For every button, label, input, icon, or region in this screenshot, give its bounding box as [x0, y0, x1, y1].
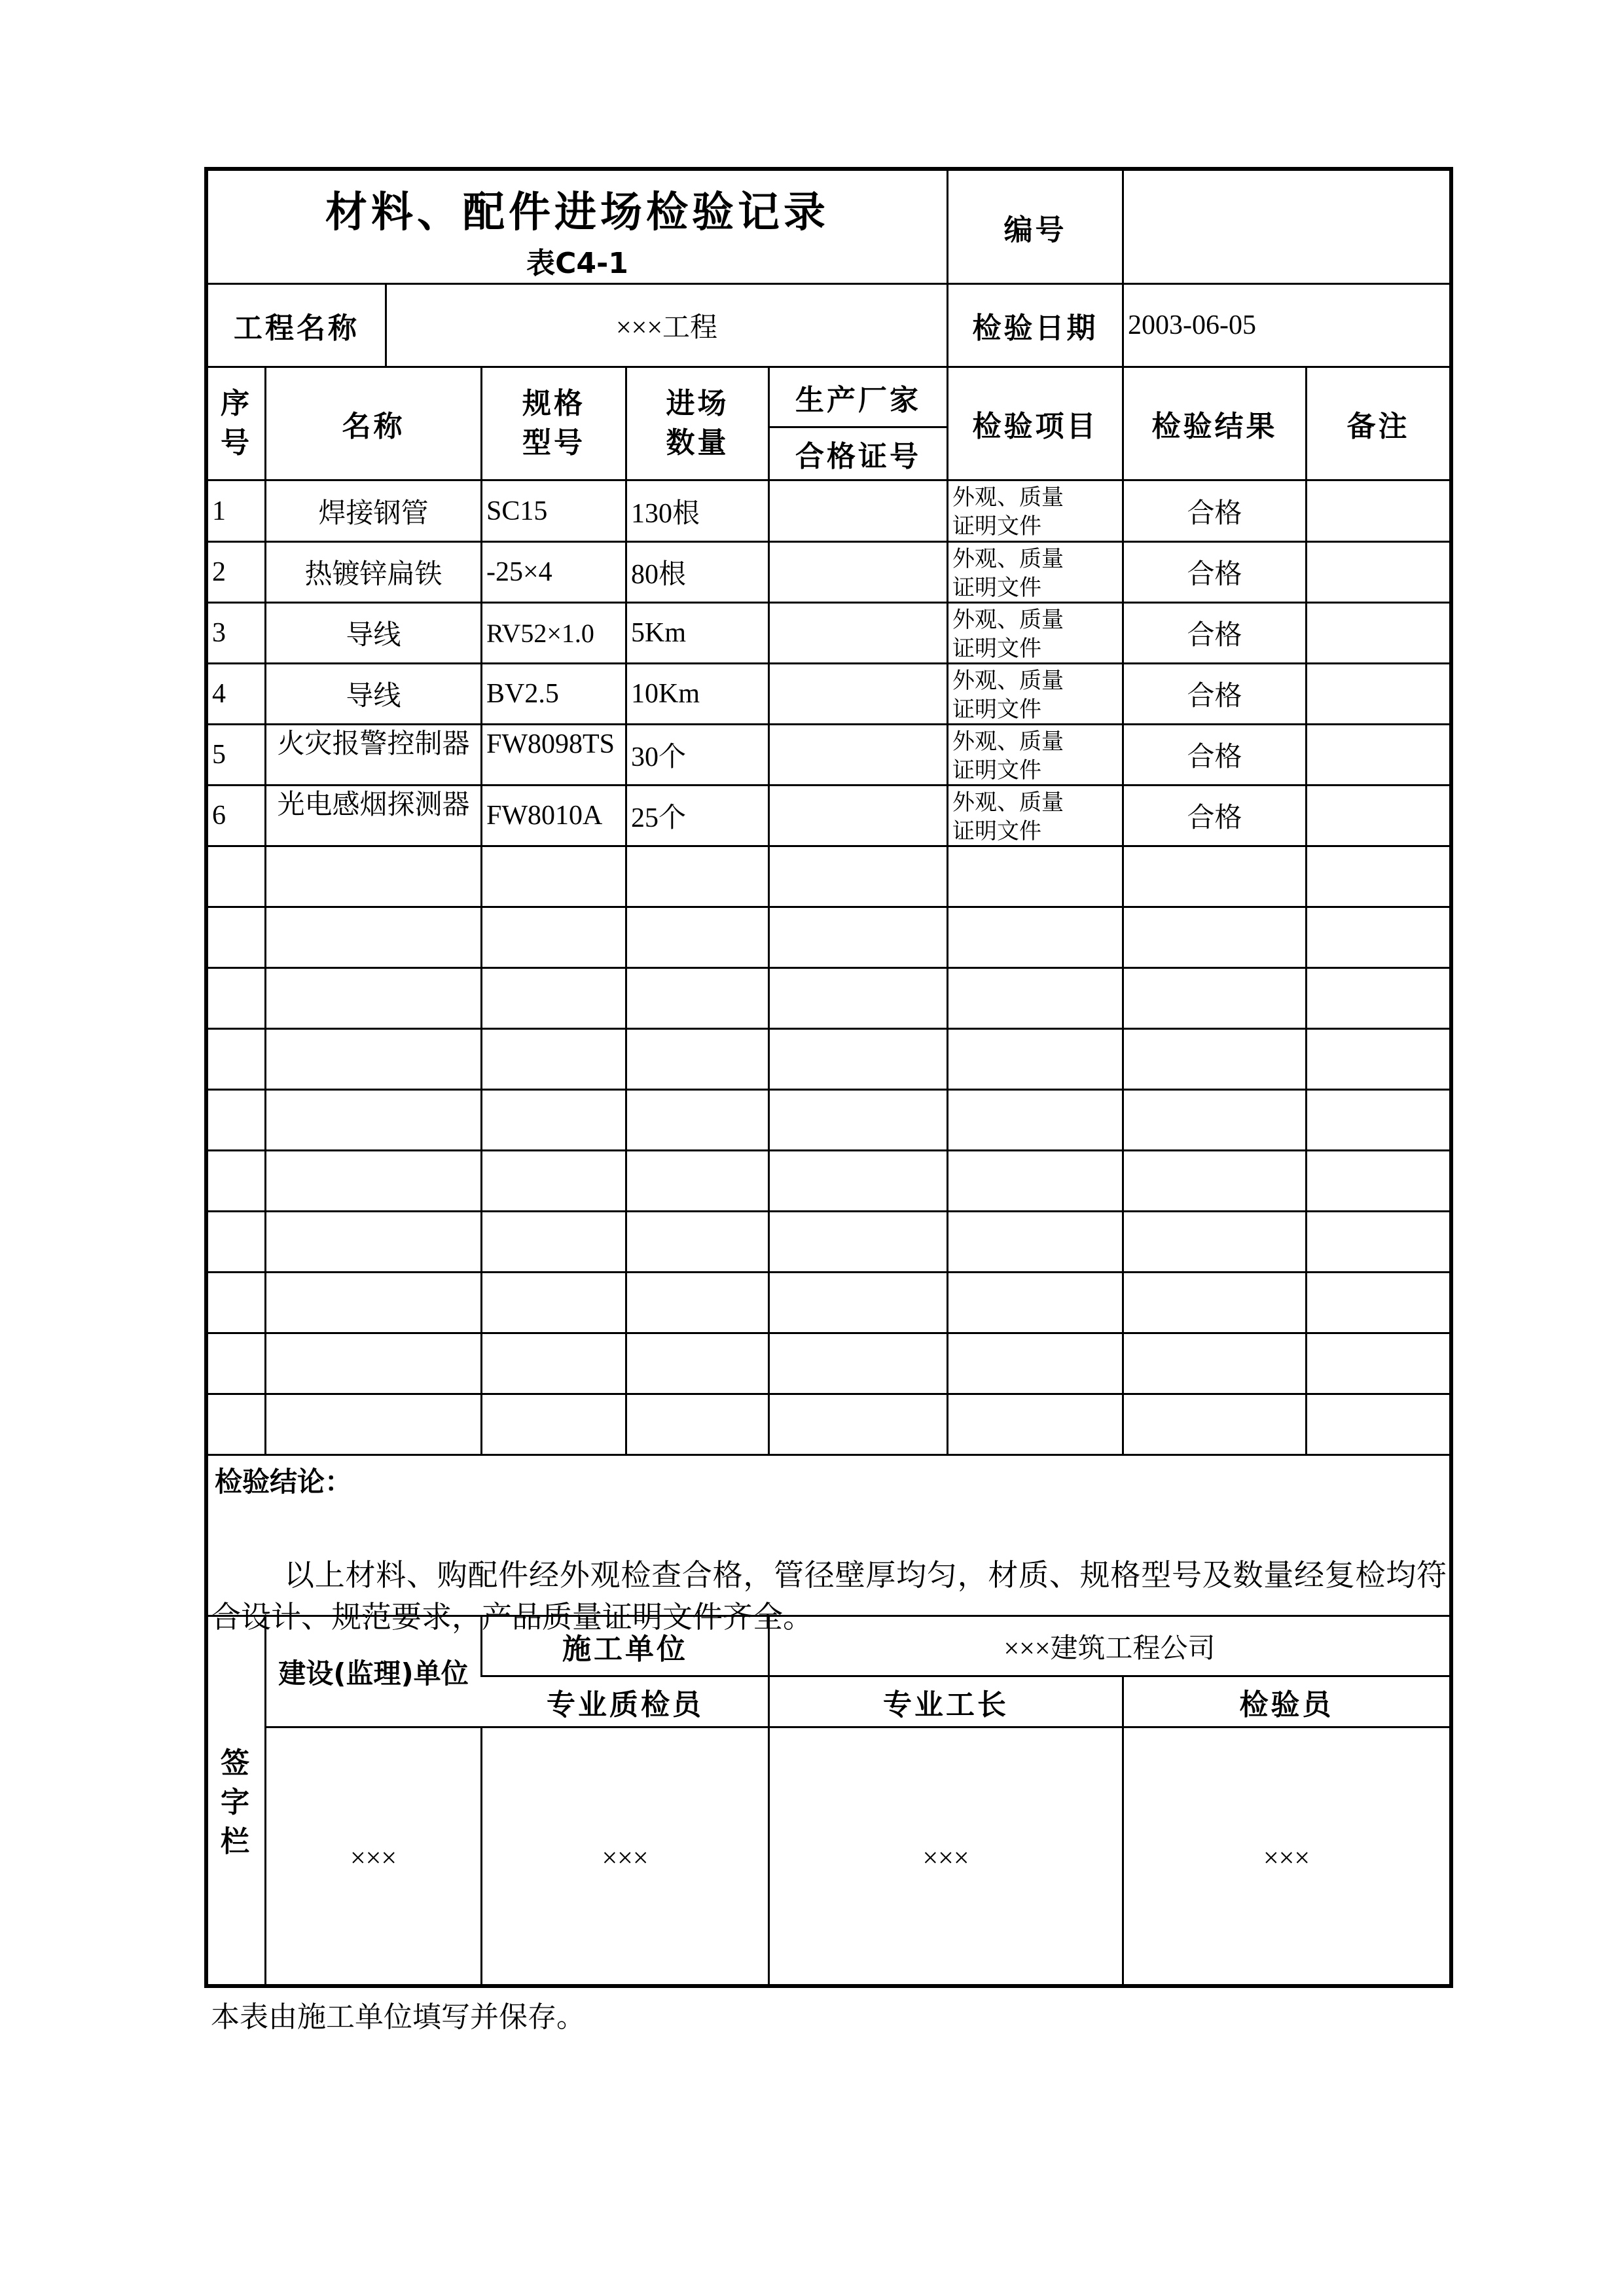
col-header-qty-line2: 数量 — [666, 426, 729, 460]
table-row-3-item: 外观、质量证明文件 — [952, 608, 1064, 661]
table-row-6-qty: 25个 — [631, 803, 687, 833]
table-row-6-remark — [1307, 786, 1449, 845]
table-row-5-qty: 30个 — [631, 742, 687, 772]
project-name-label: 工程名称 — [234, 312, 359, 345]
rule-row — [208, 1393, 1449, 1395]
table-row-5-name: 火灾报警控制器 — [277, 729, 470, 759]
table-row-1-no: 1 — [212, 496, 226, 526]
col-header-qty — [627, 368, 768, 479]
inspector-signature-value: ××× — [1263, 1843, 1310, 1873]
table-row-6-result: 合格 — [1187, 803, 1242, 833]
table-row-5-no: 5 — [212, 740, 226, 770]
contractor-label: 施工单位 — [562, 1632, 688, 1666]
signature-label-char2: 字 — [221, 1785, 252, 1819]
rule-row — [208, 1089, 1449, 1091]
table-row-2-item: 外观、质量证明文件 — [952, 547, 1064, 600]
table-row-1-item: 外观、质量证明文件 — [952, 486, 1064, 539]
inspector-label: 检验员 — [1239, 1688, 1334, 1722]
inspection-date-value: 2003-06-05 — [1128, 310, 1256, 340]
table-row-4-qty: 10Km — [631, 679, 700, 709]
rule-row — [208, 1210, 1449, 1212]
table-row-5-maker — [770, 725, 947, 784]
col-header-cert: 合格证号 — [795, 440, 921, 473]
project-name-value: ×××工程 — [615, 313, 718, 343]
table-row-5-remark — [1307, 725, 1449, 784]
col-header-maker: 生产厂家 — [795, 383, 921, 417]
conclusion-label: 检验结论： — [215, 1466, 353, 1498]
col-header-item: 检验项目 — [972, 410, 1098, 443]
table-row-6-maker — [770, 786, 947, 845]
table-row-6-no: 6 — [212, 801, 226, 831]
col-header-spec — [482, 368, 625, 479]
table-row-3-maker — [770, 604, 947, 662]
table-row-1-name: 焊接钢管 — [318, 498, 429, 529]
code-value — [1124, 171, 1449, 283]
table-row-1-maker — [770, 481, 947, 541]
rule-row — [208, 1271, 1449, 1273]
table-row-4-spec: BV2.5 — [486, 679, 559, 709]
col-header-spec-line2: 型号 — [522, 426, 585, 460]
conclusion-text: 以上材料、购配件经外观检查合格，管径壁厚均匀，材质、规格型号及数量经复检均符合设计、规范要求，产品质量证明文件齐全。 — [211, 1559, 1447, 1634]
owner-supervisor-label: 建设(监理)单位 — [278, 1657, 469, 1690]
inspection-date-label: 检验日期 — [972, 312, 1098, 345]
table-row-6-spec: FW8010A — [486, 801, 603, 831]
table-row-1-result: 合格 — [1187, 498, 1242, 529]
col-header-qty-line1: 进场 — [666, 387, 729, 420]
inspection-record-form — [204, 167, 1453, 1988]
table-row-4-remark — [1307, 664, 1449, 723]
rule-row — [208, 906, 1449, 908]
table-row-2-qty: 80根 — [631, 560, 687, 590]
table-row-3-qty: 5Km — [631, 618, 686, 648]
table-row-2-result: 合格 — [1187, 560, 1242, 590]
col-header-seq — [208, 368, 264, 479]
table-row-2-remark — [1307, 543, 1449, 602]
rule-row — [208, 845, 1449, 847]
table-row-1-remark — [1307, 481, 1449, 541]
footer-note: 本表由施工单位填写并保存。 — [211, 2001, 585, 2033]
col-header-remark: 备注 — [1346, 410, 1410, 443]
rule-row — [208, 1149, 1449, 1151]
table-row-3-no: 3 — [212, 618, 226, 648]
table-row-5-spec: FW8098TS — [486, 729, 615, 759]
table-row-4-name: 导线 — [346, 681, 401, 712]
page-title: 材料、配件进场检验记录 — [325, 189, 829, 237]
table-row-5-item: 外观、质量证明文件 — [952, 730, 1064, 783]
table-row-2-maker — [770, 543, 947, 602]
table-row-2-spec: -25×4 — [486, 557, 552, 587]
table-row-6-item: 外观、质量证明文件 — [952, 791, 1064, 844]
table-row-1-spec: SC15 — [486, 496, 548, 526]
rule-row — [208, 1028, 1449, 1030]
rule-row — [208, 1332, 1449, 1334]
signature-label-char1: 签 — [221, 1746, 252, 1780]
table-row-3-name: 导线 — [346, 621, 401, 651]
table-row-3-spec: RV52×1.0 — [486, 618, 594, 648]
contractor-value: ×××建筑工程公司 — [1003, 1633, 1216, 1664]
owner-signature-value: ××× — [350, 1843, 397, 1873]
table-row-2-no: 2 — [212, 557, 226, 587]
table-row-6-name: 光电感烟探测器 — [277, 790, 470, 820]
col-header-name: 名称 — [342, 410, 405, 443]
table-row-3-result: 合格 — [1187, 621, 1242, 651]
table-row-5-result: 合格 — [1187, 742, 1242, 772]
qc-signature-value: ××× — [602, 1843, 649, 1873]
code-label: 编号 — [1003, 213, 1067, 247]
table-row-4-result: 合格 — [1187, 681, 1242, 712]
table-row-2-name: 热镀锌扁铁 — [304, 560, 442, 590]
foreman-signature-value: ××× — [922, 1843, 969, 1873]
col-header-result: 检验结果 — [1151, 410, 1278, 443]
site-foreman-label: 专业工长 — [883, 1688, 1009, 1722]
table-row-4-maker — [770, 664, 947, 723]
rule-row — [208, 1454, 1449, 1456]
col-header-seq-line2: 号 — [221, 426, 252, 460]
signature-section-label — [208, 1617, 264, 1988]
table-row-1-qty: 130根 — [631, 498, 700, 529]
qc-inspector-label: 专业质检员 — [547, 1688, 704, 1722]
signature-label-char3: 栏 — [221, 1824, 252, 1858]
table-number: 表C4-1 — [526, 247, 628, 280]
col-header-seq-line1: 序 — [221, 387, 252, 420]
table-row-4-no: 4 — [212, 679, 226, 709]
col-header-spec-line1: 规格 — [522, 387, 585, 420]
rule-row — [208, 967, 1449, 969]
table-row-4-item: 外观、质量证明文件 — [952, 669, 1064, 722]
table-row-3-remark — [1307, 604, 1449, 662]
